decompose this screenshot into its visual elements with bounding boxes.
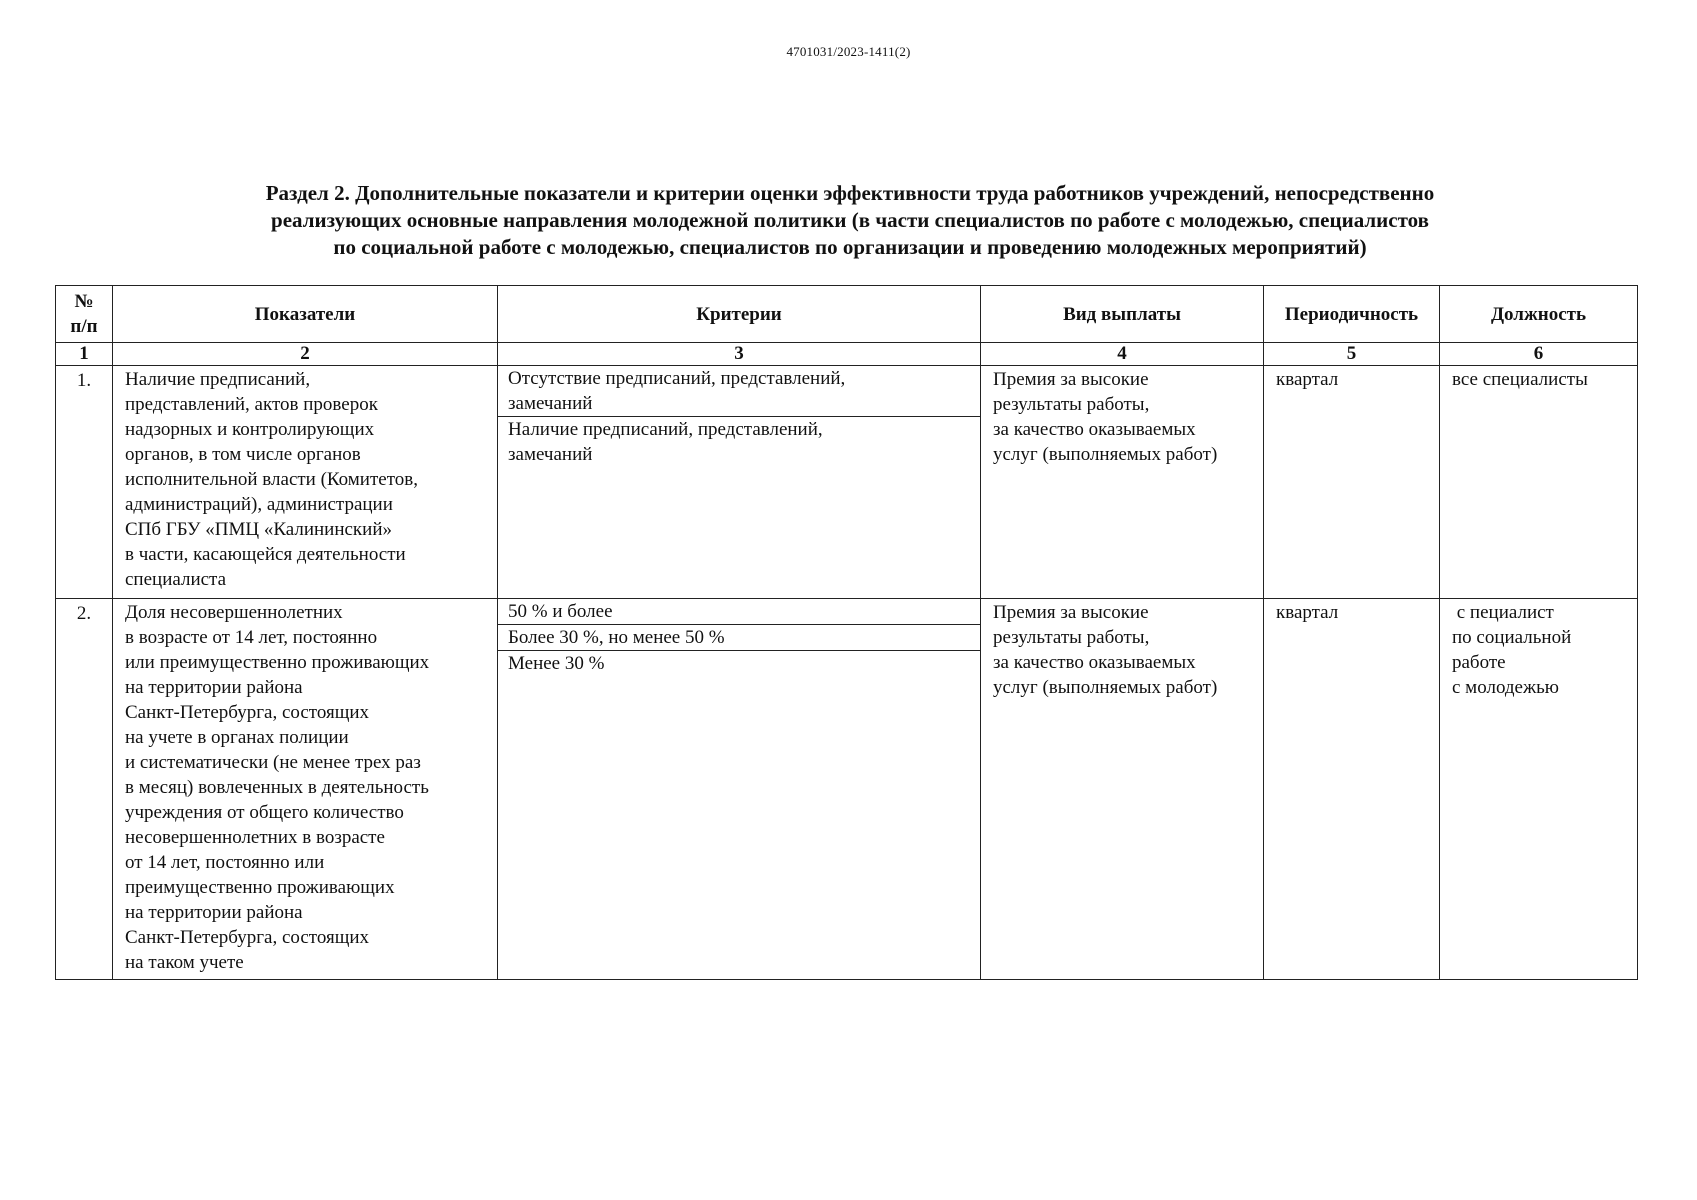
position-line: по социальной (1452, 627, 1572, 648)
document-number: 4701031/2023-1411(2) (786, 44, 911, 59)
indicator-line: на территории района (125, 677, 303, 698)
indicator-line: преимущественно проживающих (125, 877, 395, 898)
section-title (140, 180, 1560, 261)
indicator-line: органов, в том числе органов (125, 444, 361, 465)
payment-line: результаты работы, (993, 627, 1150, 648)
indicator-line: администраций), администрации (125, 494, 393, 515)
indicator-line: в возрасте от 14 лет, постоянно (125, 627, 378, 648)
indicator-line: и систематически (не менее трех раз (125, 752, 421, 773)
criteria-line: Менее 30 % (508, 653, 605, 674)
header-indicators: Показатели (113, 286, 498, 343)
indicator-line: на территории района (125, 902, 303, 923)
indicator-line: надзорных и контролирующих (125, 419, 375, 440)
criteria-table (55, 285, 1638, 980)
position-line: работе (1452, 652, 1506, 673)
position-cell (1440, 366, 1638, 599)
criteria-cell (498, 599, 981, 980)
header-payment-type: Вид выплаты (981, 286, 1264, 343)
payment-line: услуг (выполняемых работ) (993, 677, 1218, 698)
payment-line: за качество оказываемых (993, 652, 1196, 673)
column-number: 1 (56, 343, 113, 366)
indicator-line: исполнительной власти (Комитетов, (125, 469, 418, 490)
payment-type-cell (981, 366, 1264, 599)
table-header-row (56, 286, 1638, 343)
position-line: все специалисты (1452, 369, 1588, 390)
criteria-line: замечаний (508, 393, 593, 414)
position-line: с молодежью (1452, 677, 1559, 698)
indicator-line: несовершеннолетних в возрасте (125, 827, 385, 848)
header-periodicity: Периодичность (1264, 286, 1440, 343)
column-number: 2 (113, 343, 498, 366)
criteria-line: 50 % и более (508, 601, 613, 622)
payment-type-cell (981, 599, 1264, 980)
indicator-line: Санкт-Петербурга, состоящих (125, 702, 370, 723)
criteria-item (498, 651, 980, 676)
header-criteria: Критерии (498, 286, 981, 343)
criteria-line: Наличие предписаний, представлений, (508, 419, 823, 440)
payment-line: услуг (выполняемых работ) (993, 444, 1218, 465)
indicator-line: Доля несовершеннолетних (125, 602, 343, 623)
header-num (56, 286, 113, 343)
indicator-line: от 14 лет, постоянно или (125, 852, 325, 873)
indicator-cell (113, 366, 498, 599)
payment-line: Премия за высокие (993, 369, 1149, 390)
indicator-line: или преимущественно проживающих (125, 652, 430, 673)
criteria-item (498, 366, 980, 417)
periodicity-cell: квартал (1264, 366, 1440, 599)
column-number: 4 (981, 343, 1264, 366)
indicator-cell (113, 599, 498, 980)
indicator-line: специалиста (125, 569, 227, 590)
table-row (56, 599, 1638, 980)
indicator-line: в части, касающейся деятельности (125, 544, 406, 565)
criteria-item (498, 417, 980, 467)
indicator-line: представлений, актов проверок (125, 394, 378, 415)
criteria-item (498, 599, 980, 625)
indicator-line: Наличие предписаний, (125, 369, 311, 390)
indicator-line: Санкт-Петербурга, состоящих (125, 927, 370, 948)
payment-line: за качество оказываемых (993, 419, 1196, 440)
criteria-line: замечаний (508, 444, 593, 465)
row-number: 1. (56, 366, 113, 599)
indicator-line: СПб ГБУ «ПМЦ «Калининский» (125, 519, 393, 540)
header-num-line2: п/п (70, 316, 98, 337)
header-position: Должность (1440, 286, 1638, 343)
column-number: 6 (1440, 343, 1638, 366)
indicator-line: в месяц) вовлеченных в деятельность (125, 777, 429, 798)
column-number: 3 (498, 343, 981, 366)
payment-line: Премия за высокие (993, 602, 1149, 623)
table-row (56, 366, 1638, 599)
position-line: с пециалист (1452, 602, 1554, 623)
criteria-item (498, 625, 980, 651)
payment-line: результаты работы, (993, 394, 1150, 415)
criteria-cell (498, 366, 981, 599)
periodicity-cell: квартал (1264, 599, 1440, 980)
section-title-line: реализующих основные направления молодежной политики (в части специалистов по работе с молодежью, специалистов (271, 208, 1429, 232)
criteria-line: Более 30 %, но менее 50 % (508, 627, 725, 648)
column-number-row (56, 343, 1638, 366)
header-num-line1: № (74, 291, 94, 312)
indicator-line: на таком учете (125, 952, 244, 973)
indicator-line: учреждения от общего количество (125, 802, 404, 823)
criteria-line: Отсутствие предписаний, представлений, (508, 368, 846, 389)
column-number: 5 (1264, 343, 1440, 366)
position-cell (1440, 599, 1638, 980)
indicator-line: на учете в органах полиции (125, 727, 349, 748)
row-number: 2. (56, 599, 113, 980)
section-title-line: по социальной работе с молодежью, специалистов по организации и проведению молодежных мероприятий) (333, 235, 1367, 259)
section-title-line: Раздел 2. Дополнительные показатели и критерии оценки эффективности труда работников учреждений, непосредственно (265, 181, 1435, 205)
